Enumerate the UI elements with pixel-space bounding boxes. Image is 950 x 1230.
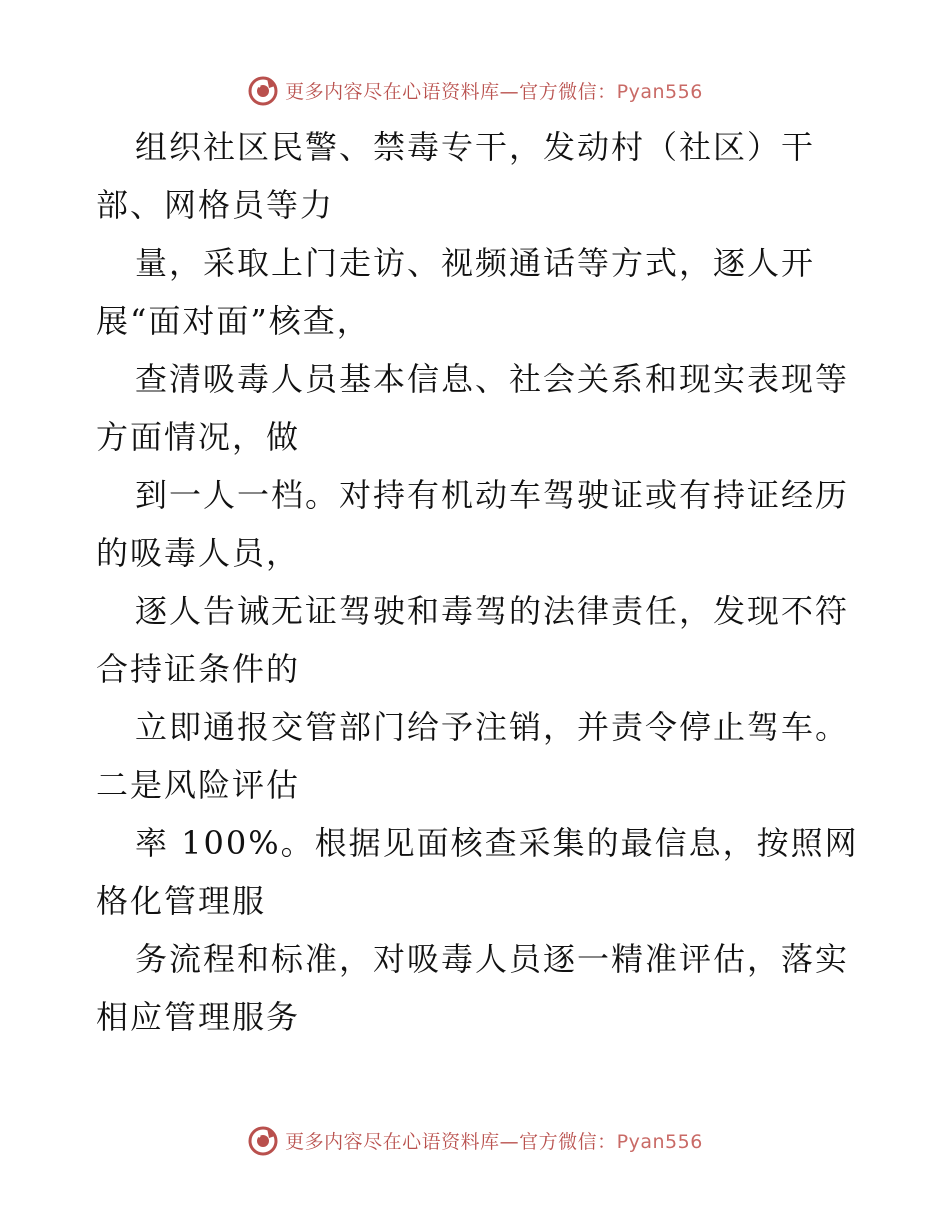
paragraph-line: 相应管理服务 <box>96 998 301 1036</box>
paragraph-line: 到一人一档。对持有机动车驾驶证或有持证经历 <box>135 476 850 514</box>
paragraph-line: 合持证条件的 <box>96 650 301 688</box>
paragraph-line: 部、网格员等力 <box>96 186 335 224</box>
paragraph-line: 的吸毒人员， <box>96 534 301 572</box>
paragraph-line: 展“面对面”核查， <box>96 302 371 340</box>
watermark-text: 更多内容尽在心语资料库—官方微信：Pyan556 <box>285 1130 703 1153</box>
paragraph-line: 方面情况，做 <box>96 418 301 456</box>
paragraph-line: 查清吸毒人员基本信息、社会关系和现实表现等 <box>135 360 850 398</box>
paragraph-line: 量，采取上门走访、视频通话等方式，逐人开 <box>135 244 816 282</box>
paragraph-line: 务流程和标准，对吸毒人员逐一精准评估，落实 <box>135 940 850 978</box>
watermark-text: 更多内容尽在心语资料库—官方微信：Pyan556 <box>285 80 703 103</box>
paragraph-line: 立即通报交管部门给予注销，并责令停止驾车。 <box>135 708 850 746</box>
header-watermark <box>0 70 950 110</box>
red-stamp-logo-icon <box>247 74 279 106</box>
paragraph-line: 率 100%。根据见面核查采集的最信息，按照网 <box>135 824 859 862</box>
red-stamp-logo-icon <box>247 1124 279 1156</box>
document-body <box>96 118 866 1046</box>
paragraph-line: 格化管理服 <box>96 882 267 920</box>
paragraph-line: 二是风险评估 <box>96 766 301 804</box>
footer-watermark <box>0 1120 950 1160</box>
paragraph-line: 逐人告诫无证驾驶和毒驾的法律责任，发现不符 <box>135 592 850 630</box>
paragraph-line: 组织社区民警、禁毒专干，发动村（社区）干 <box>135 128 816 166</box>
